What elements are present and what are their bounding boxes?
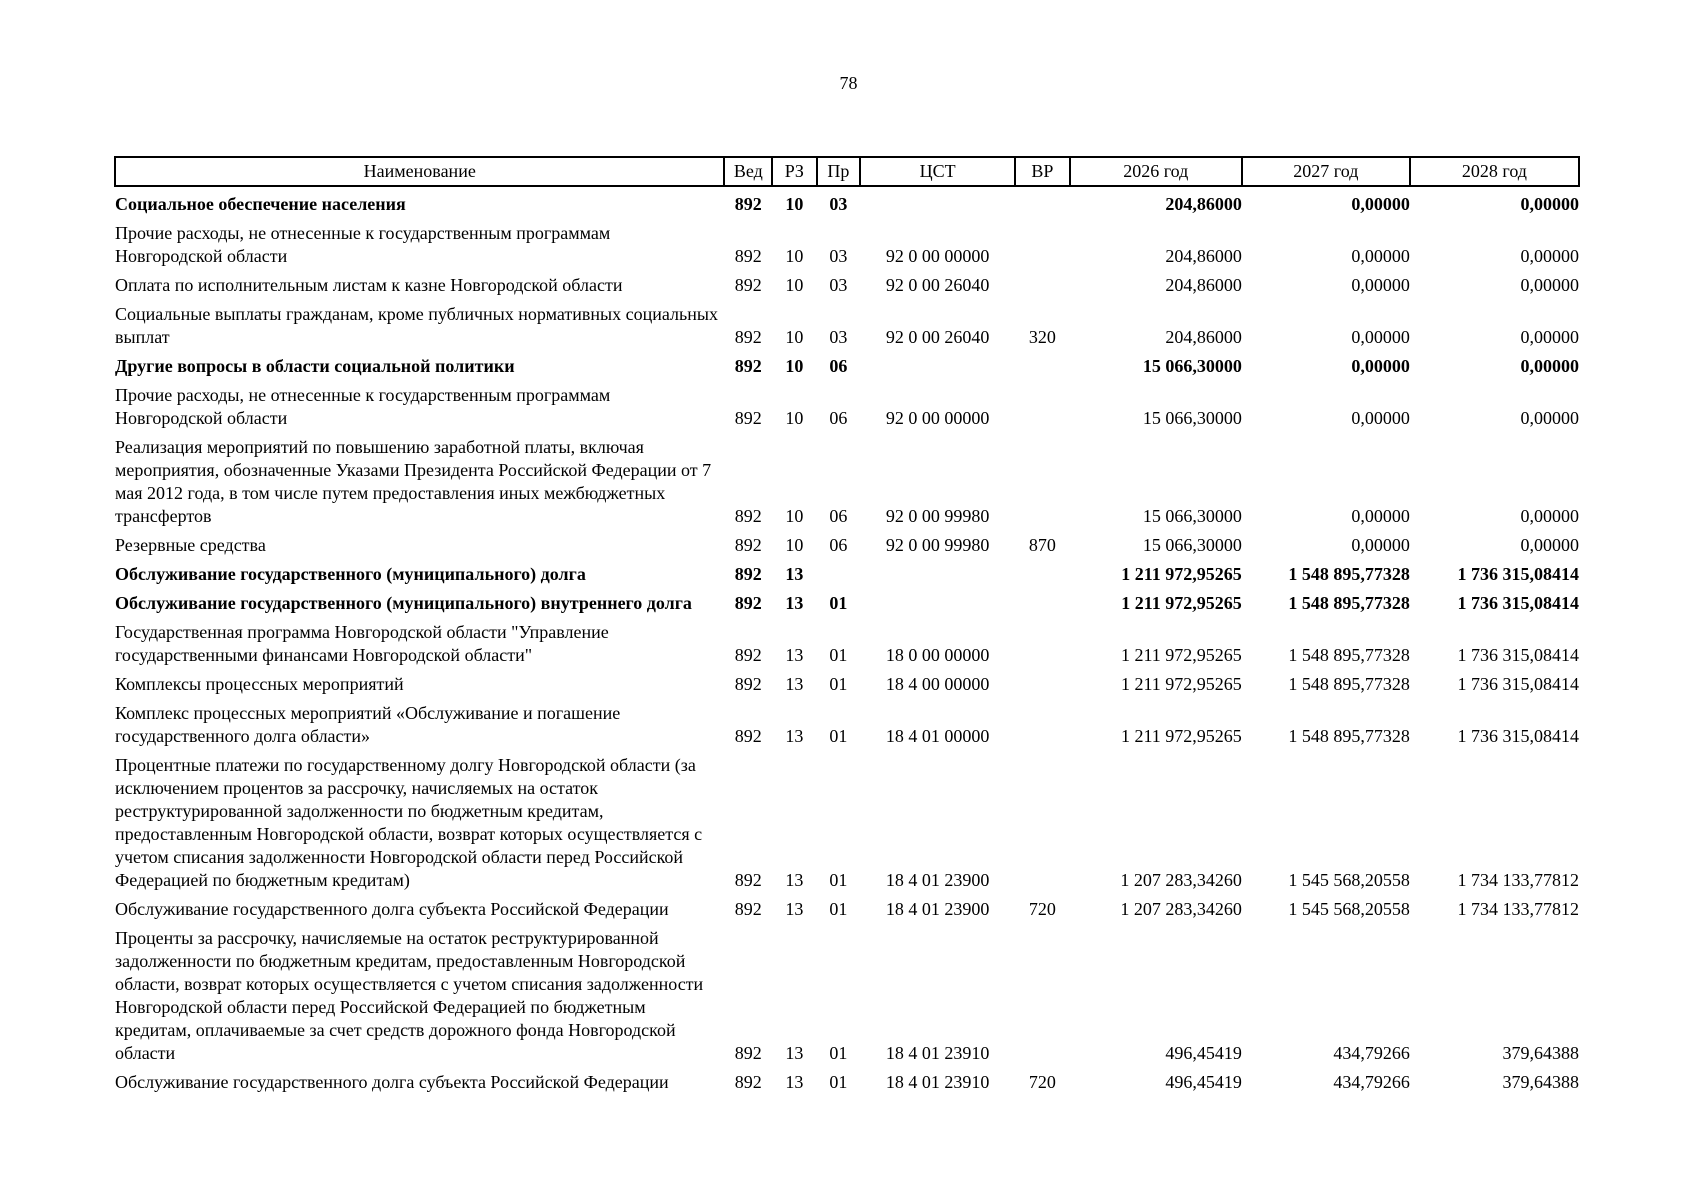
cell-cst (860, 563, 1015, 592)
cell-2027: 434,79266 (1333, 1043, 1410, 1063)
cell-cst (860, 355, 1015, 384)
table-row (115, 303, 1579, 355)
cell-ved: 892 (734, 535, 762, 555)
cell-2026: 15 066,30000 (1142, 356, 1242, 376)
cell-name: Обслуживание государственного долга субъекта Российской Федерации (115, 899, 669, 919)
cell-pr: 01 (829, 726, 848, 746)
cell-2028: 0,00000 (1520, 194, 1579, 214)
table-row (115, 563, 1579, 592)
cell-2028: 1 736 315,08414 (1457, 593, 1579, 613)
cell-vr (1015, 754, 1070, 898)
table-row (115, 927, 1579, 1071)
cell-rz: 13 (785, 564, 804, 584)
cell-name: Процентные платежи по государственному долгу Новгородской области (за исключением процентов за рассрочку, начисляемых на остаток реструктурированной задолженности по бюджетным кредитам, предоставленным Новгородской области, возврат которых осуществляется с учетом списания задолженности Новгородской области перед Российской Федерацией по бюджетным кредитам) (115, 755, 703, 890)
cell-2026: 15 066,30000 (1142, 408, 1242, 428)
table-row (115, 384, 1579, 436)
cell-2028: 1 736 315,08414 (1457, 726, 1579, 746)
cell-2028: 0,00000 (1520, 535, 1579, 555)
cell-pr: 01 (829, 1043, 848, 1063)
cell-2028: 379,64388 (1502, 1072, 1579, 1092)
cell-2028: 1 736 315,08414 (1457, 674, 1579, 694)
table-row (115, 186, 1579, 222)
cell-ved: 892 (734, 194, 762, 214)
cell-2026: 15 066,30000 (1142, 535, 1242, 555)
cell-rz: 13 (785, 870, 804, 890)
cell-2027: 1 548 895,77328 (1288, 645, 1410, 665)
cell-cst: 18 0 00 00000 (885, 645, 990, 665)
cell-ved: 892 (734, 645, 762, 665)
cell-cst: 18 4 01 23910 (885, 1043, 990, 1063)
table-row (115, 436, 1579, 534)
header-cst: ЦСТ (860, 157, 1015, 186)
cell-vr: 720 (1028, 1072, 1056, 1092)
cell-2026: 1 207 283,34260 (1120, 870, 1242, 890)
cell-2027: 1 548 895,77328 (1288, 726, 1410, 746)
cell-rz: 10 (785, 356, 804, 376)
cell-2027: 434,79266 (1333, 1072, 1410, 1092)
header-2028: 2028 год (1410, 157, 1579, 186)
header-rz: РЗ (772, 157, 817, 186)
cell-vr (1015, 355, 1070, 384)
cell-name: Оплата по исполнительным листам к казне Новгородской области (115, 275, 623, 295)
cell-2026: 204,86000 (1165, 327, 1242, 347)
table-row (115, 1071, 1579, 1100)
cell-pr: 06 (829, 356, 848, 376)
cell-cst: 18 4 01 23900 (885, 899, 990, 919)
header-name: Наименование (115, 157, 724, 186)
header-2026: 2026 год (1070, 157, 1242, 186)
cell-2027: 0,00000 (1351, 535, 1410, 555)
cell-pr: 06 (829, 408, 848, 428)
cell-pr: 01 (829, 645, 848, 665)
cell-ved: 892 (734, 870, 762, 890)
cell-2026: 204,86000 (1165, 194, 1242, 214)
cell-2028: 0,00000 (1520, 356, 1579, 376)
cell-cst: 18 4 01 00000 (885, 726, 990, 746)
cell-rz: 10 (785, 506, 804, 526)
cell-2027: 1 548 895,77328 (1288, 674, 1410, 694)
cell-cst: 92 0 00 26040 (885, 275, 990, 295)
cell-2026: 1 211 972,95265 (1120, 674, 1242, 694)
table-row (115, 702, 1579, 754)
cell-vr: 720 (1028, 899, 1056, 919)
cell-2027: 0,00000 (1351, 506, 1410, 526)
cell-2026: 204,86000 (1165, 246, 1242, 266)
header-2027: 2027 год (1242, 157, 1410, 186)
cell-2027: 1 545 568,20558 (1288, 870, 1410, 890)
header-pr: Пр (817, 157, 861, 186)
table-row (115, 592, 1579, 621)
cell-cst (860, 186, 1015, 222)
table-row (115, 534, 1579, 563)
cell-2027: 0,00000 (1351, 275, 1410, 295)
cell-ved: 892 (734, 1072, 762, 1092)
cell-pr: 01 (829, 1072, 848, 1092)
cell-rz: 10 (785, 408, 804, 428)
cell-pr: 06 (829, 506, 848, 526)
cell-rz: 13 (785, 593, 804, 613)
cell-vr (1015, 563, 1070, 592)
cell-ved: 892 (734, 564, 762, 584)
cell-ved: 892 (734, 1043, 762, 1063)
cell-pr: 03 (829, 327, 848, 347)
cell-cst (860, 592, 1015, 621)
cell-rz: 13 (785, 1043, 804, 1063)
cell-name: Обслуживание государственного долга субъекта Российской Федерации (115, 1072, 669, 1092)
page-number: 78 (839, 73, 858, 93)
cell-rz: 10 (785, 327, 804, 347)
cell-ved: 892 (734, 408, 762, 428)
cell-rz: 13 (785, 899, 804, 919)
cell-2026: 1 207 283,34260 (1120, 899, 1242, 919)
cell-vr (1015, 702, 1070, 754)
cell-pr: 03 (829, 246, 848, 266)
cell-vr (1015, 436, 1070, 534)
cell-2026: 1 211 972,95265 (1120, 645, 1242, 665)
cell-2026: 1 211 972,95265 (1120, 726, 1242, 746)
cell-cst: 92 0 00 00000 (885, 408, 990, 428)
table-row (115, 274, 1579, 303)
cell-pr: 03 (829, 194, 848, 214)
table-row (115, 222, 1579, 274)
cell-pr: 01 (829, 593, 848, 613)
cell-2027: 0,00000 (1351, 408, 1410, 428)
cell-2028: 1 736 315,08414 (1457, 645, 1579, 665)
cell-name: Социальное обеспечение населения (115, 194, 406, 214)
cell-2028: 1 734 133,77812 (1457, 899, 1579, 919)
cell-name: Обслуживание государственного (муниципального) внутреннего долга (115, 593, 692, 613)
cell-2026: 496,45419 (1165, 1072, 1242, 1092)
cell-2027: 0,00000 (1351, 194, 1410, 214)
table-row (115, 673, 1579, 702)
cell-name: Резервные средства (115, 535, 266, 555)
cell-name: Проценты за рассрочку, начисляемые на остаток реструктурированной задолженности по бюджетным кредитам, предоставленным Новгородской области, возврат которых осуществляется с учетом списания задолженности Новгородской области перед Российской Федерацией по бюджетным кредитам, оплачиваемые за счет средств дорожного фонда Новгородской области (115, 928, 704, 1063)
cell-rz: 10 (785, 275, 804, 295)
cell-2026: 1 211 972,95265 (1121, 593, 1242, 613)
cell-name: Прочие расходы, не отнесенные к государственным программам Новгородской области (115, 223, 611, 266)
cell-name: Комплексы процессных мероприятий (115, 674, 404, 694)
cell-pr (817, 563, 861, 592)
cell-name: Государственная программа Новгородской области "Управление государственными финансами Новгородской области" (115, 622, 609, 665)
cell-pr: 01 (829, 870, 848, 890)
cell-rz: 13 (785, 1072, 804, 1092)
cell-pr: 01 (829, 899, 848, 919)
cell-2027: 1 548 895,77328 (1288, 593, 1410, 613)
cell-rz: 13 (785, 674, 804, 694)
cell-ved: 892 (734, 275, 762, 295)
cell-ved: 892 (734, 246, 762, 266)
cell-2028: 0,00000 (1520, 408, 1579, 428)
cell-vr (1015, 186, 1070, 222)
cell-2028: 0,00000 (1520, 246, 1579, 266)
cell-2028: 1 734 133,77812 (1457, 870, 1579, 890)
cell-ved: 892 (734, 506, 762, 526)
cell-ved: 892 (734, 327, 762, 347)
cell-ved: 892 (734, 726, 762, 746)
cell-name: Реализация мероприятий по повышению заработной платы, включая мероприятия, обозначенные Указами Президента Российской Федерации от 7 мая 2012 года, в том числе путем предоставления иных межбюджетных трансфертов (115, 437, 712, 526)
cell-name: Прочие расходы, не отнесенные к государственным программам Новгородской области (115, 385, 611, 428)
cell-cst: 18 4 01 23900 (885, 870, 990, 890)
cell-2027: 0,00000 (1351, 356, 1410, 376)
cell-ved: 892 (734, 356, 762, 376)
cell-2026: 1 211 972,95265 (1121, 564, 1242, 584)
header-ved: Вед (724, 157, 772, 186)
cell-2027: 1 545 568,20558 (1288, 899, 1410, 919)
cell-rz: 10 (785, 246, 804, 266)
cell-2026: 204,86000 (1165, 275, 1242, 295)
cell-ved: 892 (734, 593, 762, 613)
cell-vr (1015, 927, 1070, 1071)
cell-cst: 92 0 00 00000 (885, 246, 990, 266)
cell-vr (1015, 274, 1070, 303)
table-row (115, 898, 1579, 927)
cell-vr (1015, 673, 1070, 702)
cell-cst: 92 0 00 99980 (885, 535, 990, 555)
table-row (115, 355, 1579, 384)
cell-name: Обслуживание государственного (муниципального) долга (115, 564, 586, 584)
cell-cst: 18 4 01 23910 (885, 1072, 990, 1092)
budget-table (114, 156, 1580, 1100)
table-row (115, 754, 1579, 898)
cell-2027: 0,00000 (1351, 246, 1410, 266)
cell-rz: 13 (785, 726, 804, 746)
cell-2026: 496,45419 (1165, 1043, 1242, 1063)
cell-2028: 379,64388 (1502, 1043, 1579, 1063)
cell-name: Другие вопросы в области социальной политики (115, 356, 515, 376)
cell-name: Комплекс процессных мероприятий «Обслуживание и погашение государственного долга области» (115, 703, 621, 746)
table-row (115, 621, 1579, 673)
cell-cst: 18 4 00 00000 (885, 674, 990, 694)
cell-rz: 10 (785, 535, 804, 555)
cell-pr: 01 (829, 674, 848, 694)
table-header-row (115, 157, 1579, 186)
cell-pr: 03 (829, 275, 848, 295)
cell-rz: 10 (785, 194, 804, 214)
cell-ved: 892 (734, 674, 762, 694)
cell-2028: 0,00000 (1520, 506, 1579, 526)
cell-vr (1015, 384, 1070, 436)
cell-2028: 0,00000 (1520, 275, 1579, 295)
cell-vr: 320 (1028, 327, 1056, 347)
header-vr: ВР (1015, 157, 1070, 186)
cell-ved: 892 (734, 899, 762, 919)
cell-2026: 15 066,30000 (1142, 506, 1242, 526)
cell-vr (1015, 592, 1070, 621)
cell-rz: 13 (785, 645, 804, 665)
cell-2028: 0,00000 (1520, 327, 1579, 347)
cell-vr: 870 (1028, 535, 1056, 555)
cell-cst: 92 0 00 26040 (885, 327, 990, 347)
cell-name: Социальные выплаты гражданам, кроме публичных нормативных социальных выплат (115, 304, 718, 347)
cell-vr (1015, 621, 1070, 673)
table-body (115, 186, 1579, 1100)
cell-2027: 0,00000 (1351, 327, 1410, 347)
cell-pr: 06 (829, 535, 848, 555)
cell-2028: 1 736 315,08414 (1457, 564, 1579, 584)
cell-2027: 1 548 895,77328 (1288, 564, 1410, 584)
cell-vr (1015, 222, 1070, 274)
cell-cst: 92 0 00 99980 (885, 506, 990, 526)
